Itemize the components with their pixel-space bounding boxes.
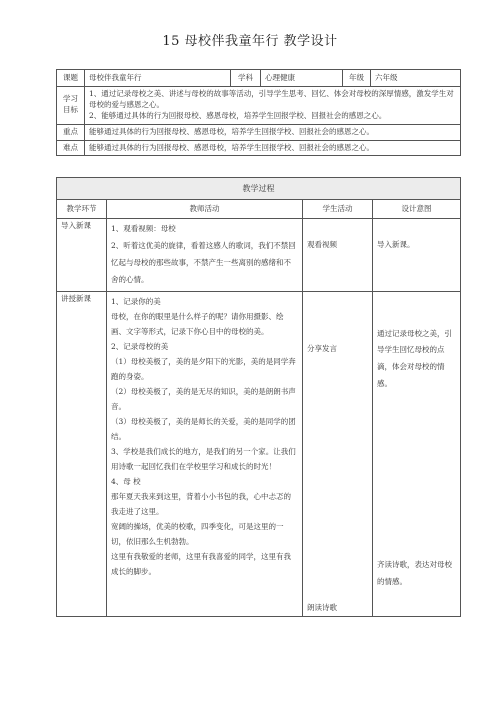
header-stage: 教学环节 [57, 200, 107, 219]
goals-row [57, 87, 461, 125]
goals-label [57, 87, 85, 125]
header-teacher: 教师活动 [107, 200, 303, 219]
teach-line-5: （2）母校美极了，美的是无尽的知识，美的是朗朗书声音。 [111, 386, 296, 411]
process-table [56, 177, 461, 617]
goals-content [85, 87, 461, 125]
difficulty-label: 难点 [57, 140, 85, 156]
key-point-row [57, 124, 461, 140]
course-row [57, 70, 461, 87]
page-title: 15 母校伴我童年行 教学设计 [162, 34, 338, 49]
intro-stage: 导入新课 [57, 219, 107, 292]
intro-student-text: 观看视频 [307, 240, 337, 249]
teach-line-1: 1、记录你的美 [111, 296, 161, 306]
header-student: 学生活动 [303, 200, 373, 219]
process-header-row [57, 200, 461, 219]
info-table [56, 69, 461, 156]
goal-2: 2、能够通过具体的行为回报母校、感恩母校，培养学生回报学校、回报社会的感恩之心。 [89, 110, 387, 120]
teach-student-1: 分享发言 [307, 343, 337, 353]
intro-row [57, 219, 461, 292]
teach-intent-1: 通过记录母校之美，引导学生回忆母校的点滴，体会对母校的情感。 [377, 328, 452, 389]
teach-line-3: 2、记录母校的美 [111, 341, 169, 351]
teach-line-2: 母校，在你的眼里是什么样子的呢？请你用摄影、绘画、文字等形式，记录下你心目中的母校的美。 [111, 311, 284, 336]
grade-value: 六年级 [371, 70, 461, 87]
teach-student-2: 朗读诗歌 [307, 603, 337, 613]
goals-label-line-1: 学习 [63, 94, 78, 104]
process-section-row [57, 178, 461, 200]
teach-stage: 讲授新课 [57, 291, 107, 617]
teach-line-10: 宽阔的操场，优美的校歌，四季变化，可是这里的一切，依旧那么生机勃勃。 [111, 521, 284, 546]
difficulty-value: 能够通过具体的行为回报母校、感恩母校，培养学生回报学校、回报社会的感恩之心。 [85, 140, 461, 156]
intro-student [303, 219, 373, 292]
intro-teacher-1: 1、观看视频：母校 [111, 224, 176, 233]
teach-line-6: （3）母校美极了，美的是师长的关爱，美的是同学的团结。 [111, 416, 296, 441]
teach-intent-2: 齐读诗歌，表达对母校的情感。 [377, 560, 452, 586]
teach-row [57, 291, 461, 617]
teach-student [303, 291, 373, 617]
goals-label-line-2: 目标 [63, 105, 78, 115]
process-section-title: 教学过程 [57, 178, 461, 200]
header-intent: 设计意图 [373, 200, 461, 219]
teach-line-9: 那年夏天我来到这里，背着小小书包的我，心中忐忑的我走进了这里。 [111, 491, 291, 516]
grade-label: 年级 [343, 70, 371, 87]
intro-intent [373, 219, 461, 292]
intro-teacher-2: 2、听着这优美的旋律，看着这感人的歌词，我们不禁回忆起与母校的那些故事，不禁产生一些离别的感绪和不舍的心情。 [111, 240, 296, 284]
difficulty-row [57, 140, 461, 156]
key-point-value: 能够通过具体的行为回报母校、感恩母校，培养学生回报学校、回报社会的感恩之心。 [85, 124, 461, 140]
teach-line-4: （1）母校美极了，美的是夕阳下的光影，美的是同学奔跑的身姿。 [111, 356, 296, 381]
teach-line-8: 4、母 校 [111, 476, 141, 486]
course-label: 课题 [57, 70, 85, 87]
goal-1: 1、通过记录母校之美、讲述与母校的故事等活动，引导学生思考、回忆、体会对母校的深厚情感，激发学生对母校的爱与感恩之心。 [89, 89, 454, 109]
subject-value: 心理健康 [261, 70, 343, 87]
teach-line-7: 3、学校是我们成长的地方，是我们的另一个家。让我们用诗歌一起回忆我们在学校里学习和成长的时光！ [111, 446, 296, 471]
key-point-label: 重点 [57, 124, 85, 140]
intro-teacher [107, 219, 303, 292]
teach-line-11: 这里有我敬爱的老师，这里有我喜爱的同学，这里有我成长的脚步。 [111, 551, 291, 576]
teach-intent [373, 291, 461, 617]
teach-teacher [107, 291, 303, 617]
subject-label: 学科 [231, 70, 261, 87]
intro-intent-text: 导入新课。 [377, 240, 415, 249]
course-value: 母校伴我童年行 [85, 70, 231, 87]
